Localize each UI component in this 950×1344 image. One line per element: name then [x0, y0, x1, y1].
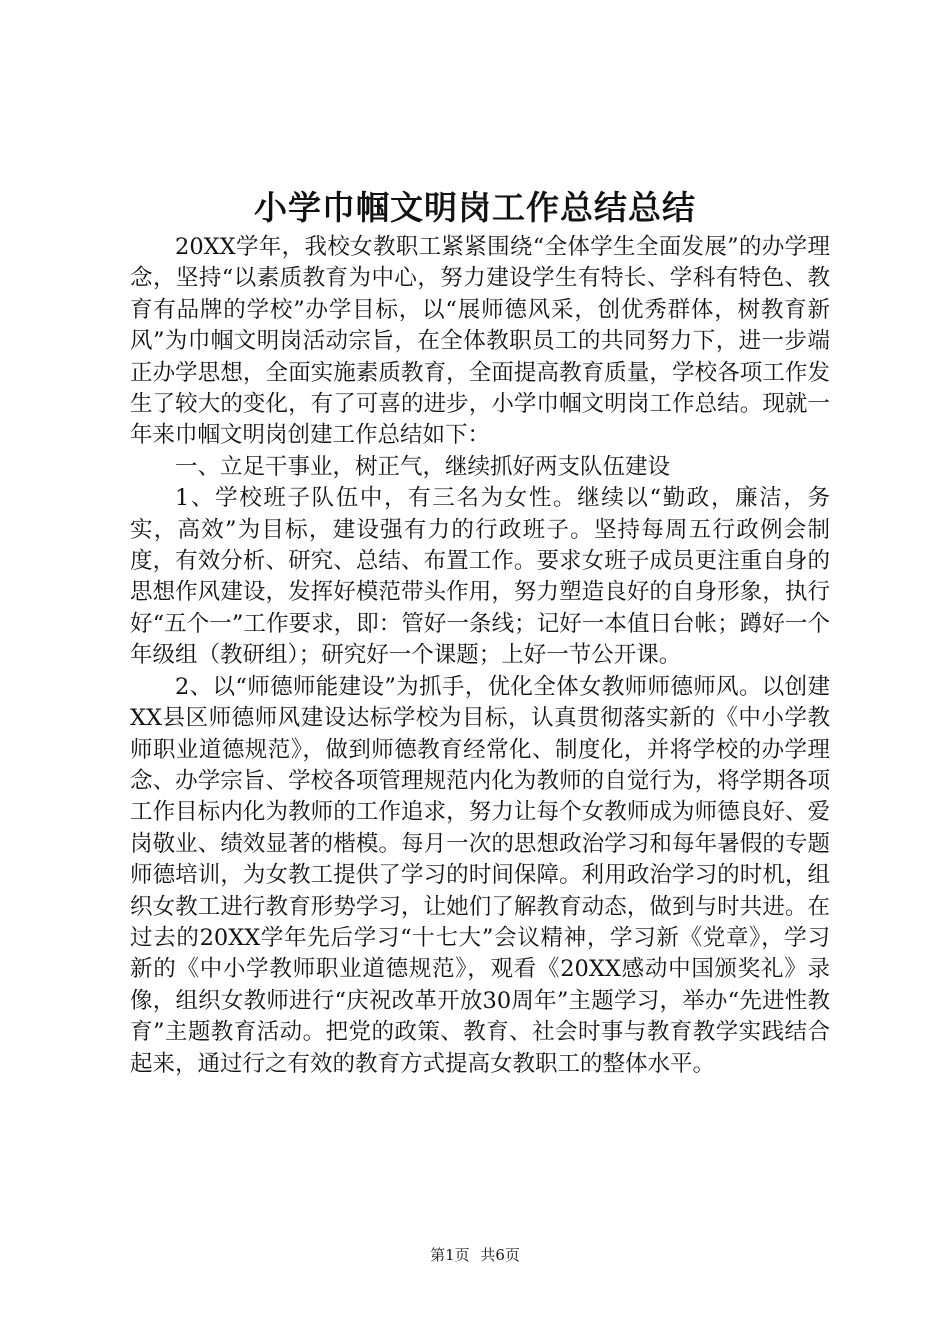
page-total: 共6页 [480, 1246, 520, 1264]
paragraph-item-1: 1、学校班子队伍中，有三名为女性。继续以“勤政，廉洁，务实，高效”为目标，建设强有力的行政班子。坚持每周五行政例会制度，有效分析、研究、总结、布置工作。要求女班子成员更注重自身的思想作风建设，发挥好模范带头作用，努力塑造良好的自身形象，执行好“五个一”工作要求，即：管好一条线；记好一本值日台帐；蹲好一个年级组（教研组）；研究好一个课题；上好一节公开课。 [130, 485, 830, 669]
paragraph-intro: 20XX学年，我校女教职工紧紧围绕“全体学生全面发展”的办学理念，坚持“以素质教育为中心，努力建设学生有特长、学科有特色、教育有品牌的学校”办学目标，以“展师德风采，创优秀群体，树教育新风”为巾帼文明岗活动宗旨，在全体教职员工的共同努力下，进一步端正办学思想，全面实施素质教育，全面提高教育质量，学校各项工作发生了较大的变化，有了可喜的进步，小学巾帼文明岗工作总结。现就一年来巾帼文明岗创建工作总结如下： [130, 234, 830, 449]
page-number: 第1页 [430, 1246, 470, 1264]
document-title: 小学巾帼文明岗工作总结总结 [254, 188, 696, 227]
page-footer [0, 1245, 950, 1265]
paragraph-item-2: 2、以“师德师能建设”为抓手，优化全体女教师师德师风。以创建XX县区师德师风建设达标学校为目标，认真贯彻落实新的《中小学教师职业道德规范》，做到师德教育经常化、制度化，并将学校的办学理念、办学宗旨、学校各项管理规范内化为教师的自觉行为，将学期各项工作目标内化为教师的工作追求，努力让每个女教师成为师德良好、爱岗敬业、绩效显著的楷模。每月一次的思想政治学习和每年暑假的专题师德培训，为女教工提供了学习的时间保障。利用政治学习的时机，组织女教工进行教育形势学习，让她们了解教育动态，做到与时共进。在过去的20XX学年先后学习“十七大”会议精神，学习新《党章》，学习新的《中小学教师职业道德规范》，观看《20XX感动中国颁奖礼》录像，组织女教师进行“庆祝改革开放30周年”主题学习，举办“先进性教育”主题教育活动。把党的政策、教育、社会时事与教育教学实践结合起来，通过行之有效的教育方式提高女教职工的整体水平。 [130, 673, 830, 1077]
section-heading-1: 一、立足干事业，树正气，继续抓好两支队伍建设 [175, 453, 671, 480]
document-body [130, 232, 830, 1080]
